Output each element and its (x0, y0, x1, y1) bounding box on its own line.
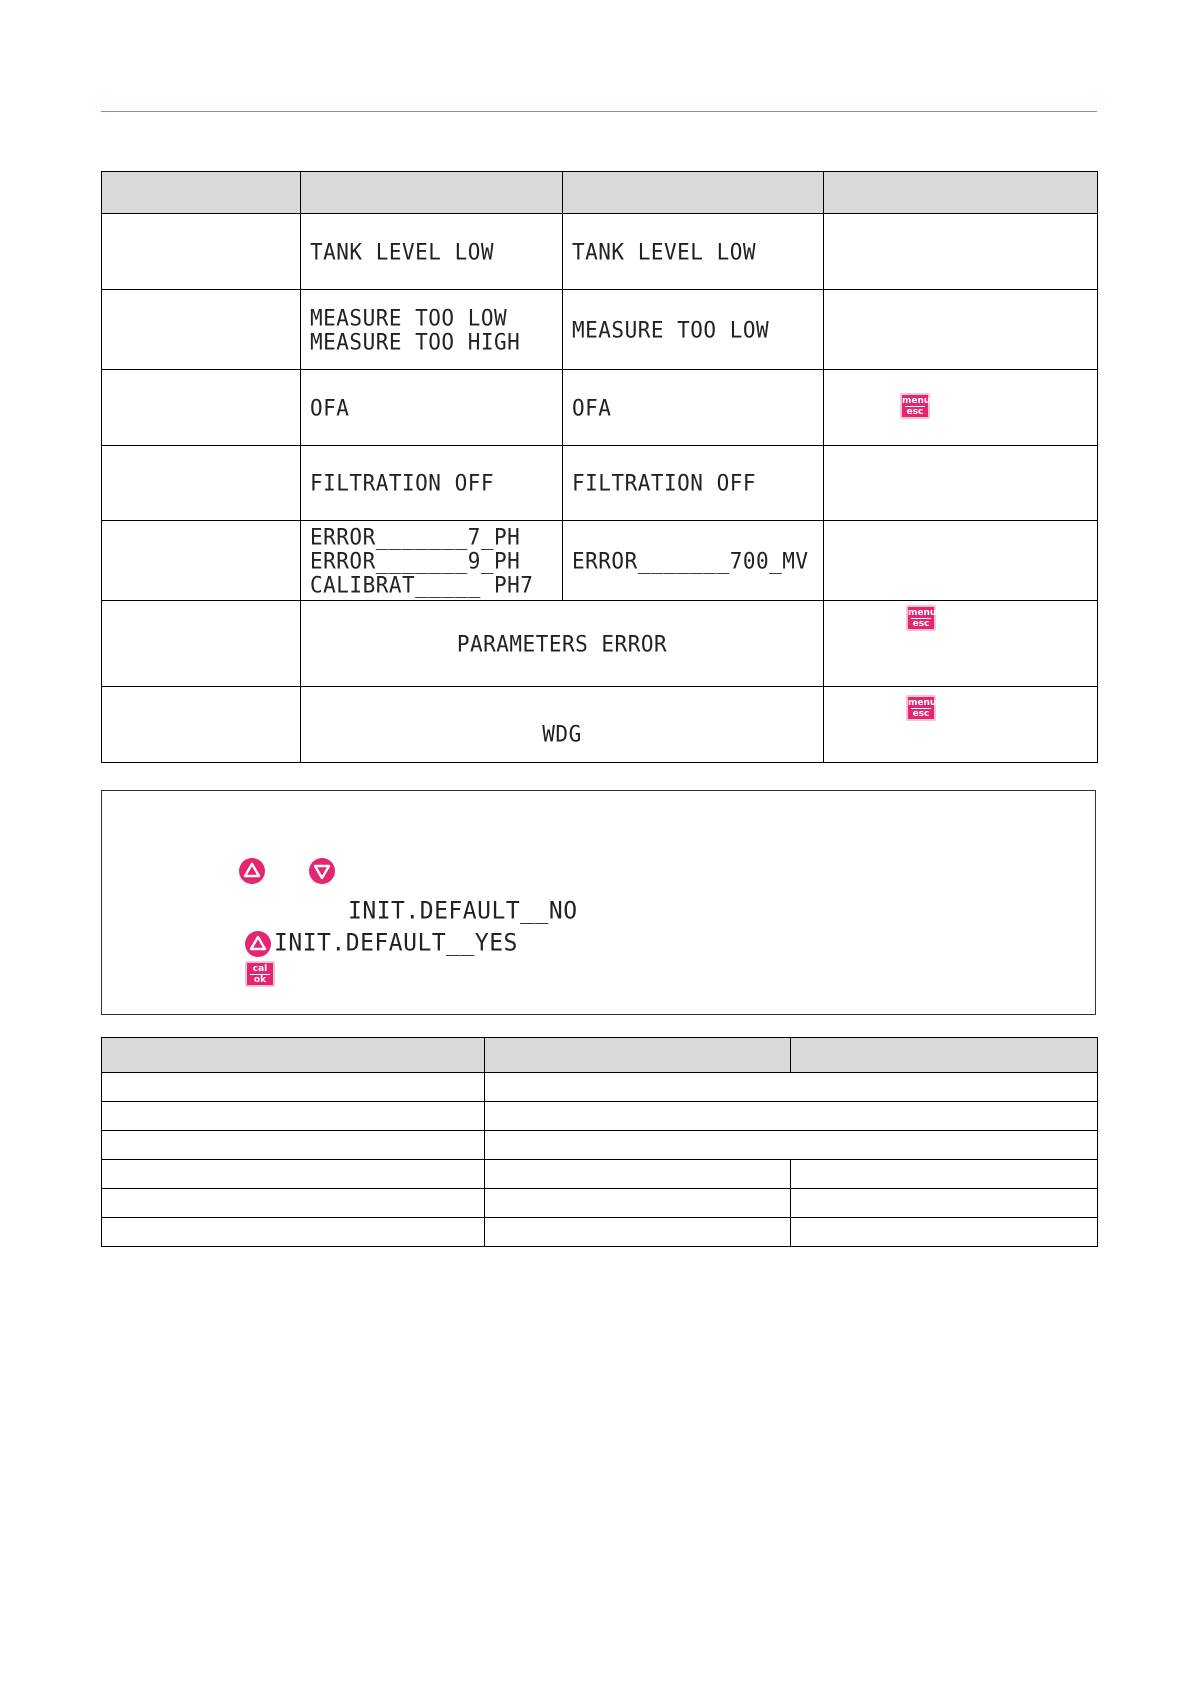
display-cell (301, 446, 563, 521)
action-cell (824, 370, 1098, 446)
table-cell (102, 290, 301, 370)
table-cell (485, 1131, 1098, 1160)
table-cell (102, 1218, 485, 1247)
table-cell (824, 214, 1098, 290)
reset-defaults-note (101, 790, 1096, 1015)
table-row (102, 446, 1098, 521)
lcd-text: WDG (542, 720, 582, 747)
header-cell (102, 172, 301, 214)
alarm-table (101, 171, 1098, 763)
lcd-text: PARAMETERS ERROR (456, 630, 668, 657)
lcd-text: MEASURE TOO LOW (572, 316, 770, 343)
down-arrow-key-icon (309, 858, 335, 884)
table-row (102, 687, 1098, 763)
lcd-text: TANK LEVEL LOW (572, 238, 757, 265)
alarm-table-header (102, 172, 1098, 214)
header-rule (101, 111, 1097, 112)
lcd-text: ERROR_______700_MV (572, 547, 809, 574)
table-cell (102, 370, 301, 446)
table-cell (485, 1160, 791, 1189)
menu-esc-key-icon: menu esc (900, 393, 930, 419)
menu-esc-key-icon: menu esc (906, 695, 936, 721)
default-values-table (101, 1037, 1098, 1247)
display-cell (301, 290, 563, 370)
table-cell (102, 601, 301, 687)
table-cell (485, 1218, 791, 1247)
lcd-text: INIT.DEFAULT__NO (348, 897, 578, 925)
action-cell (824, 687, 1098, 763)
display-cell (563, 370, 824, 446)
table-cell (102, 1102, 485, 1131)
table-cell (102, 1160, 485, 1189)
lcd-text: FILTRATION OFF (310, 470, 495, 496)
display-cell (301, 521, 563, 601)
table-cell (485, 1189, 791, 1218)
up-arrow-key-icon (239, 858, 265, 884)
header-cell (102, 1038, 485, 1073)
lcd-text: OFA (310, 394, 350, 421)
display-cell (563, 290, 824, 370)
display-cell (301, 370, 563, 446)
table-cell (485, 1073, 1098, 1102)
header-cell (485, 1038, 791, 1073)
lcd-text: ERROR_______7_PH (310, 523, 521, 550)
table-cell (824, 446, 1098, 521)
table-cell (102, 1131, 485, 1160)
table-row (102, 601, 1098, 687)
table-row (102, 1160, 1098, 1189)
table-row (102, 1131, 1098, 1160)
table-cell (791, 1160, 1098, 1189)
lcd-text: ERROR_______9_PH (310, 547, 521, 574)
lcd-text: FILTRATION OFF (572, 470, 757, 496)
table-cell (102, 1073, 485, 1102)
action-cell (824, 601, 1098, 687)
up-arrow-key-icon (245, 931, 271, 957)
lcd-text: MEASURE TOO HIGH (310, 328, 521, 355)
table-row (102, 370, 1098, 446)
display-cell (563, 214, 824, 290)
table-cell (102, 687, 301, 763)
table-row (102, 214, 1098, 290)
lcd-text: INIT.DEFAULT__YES (274, 929, 518, 957)
display-cell (301, 214, 563, 290)
lcd-text: CALIBRAT_____ PH7 (310, 571, 534, 598)
table-cell (102, 446, 301, 521)
table-cell (791, 1189, 1098, 1218)
display-cell (563, 446, 824, 521)
menu-esc-key-icon: menu esc (906, 605, 936, 631)
table-cell (102, 521, 301, 601)
display-cell (563, 521, 824, 601)
default-table-header (102, 1038, 1098, 1073)
table-row (102, 1189, 1098, 1218)
header-cell (563, 172, 824, 214)
table-row (102, 290, 1098, 370)
table-cell (824, 290, 1098, 370)
table-cell (791, 1218, 1098, 1247)
table-cell (485, 1102, 1098, 1131)
lcd-text: TANK LEVEL LOW (310, 238, 495, 265)
table-cell (824, 521, 1098, 601)
merged-display-cell (301, 687, 824, 763)
header-cell (824, 172, 1098, 214)
header-cell (301, 172, 563, 214)
header-cell (791, 1038, 1098, 1073)
lcd-text: OFA (572, 394, 612, 421)
cal-ok-key-icon: cal ok (245, 961, 275, 987)
table-row (102, 521, 1098, 601)
table-row (102, 1073, 1098, 1102)
table-row (102, 1102, 1098, 1131)
merged-display-cell (301, 601, 824, 687)
table-cell (102, 1189, 485, 1218)
lcd-text: MEASURE TOO LOW (310, 304, 508, 331)
table-cell (102, 214, 301, 290)
table-row (102, 1218, 1098, 1247)
